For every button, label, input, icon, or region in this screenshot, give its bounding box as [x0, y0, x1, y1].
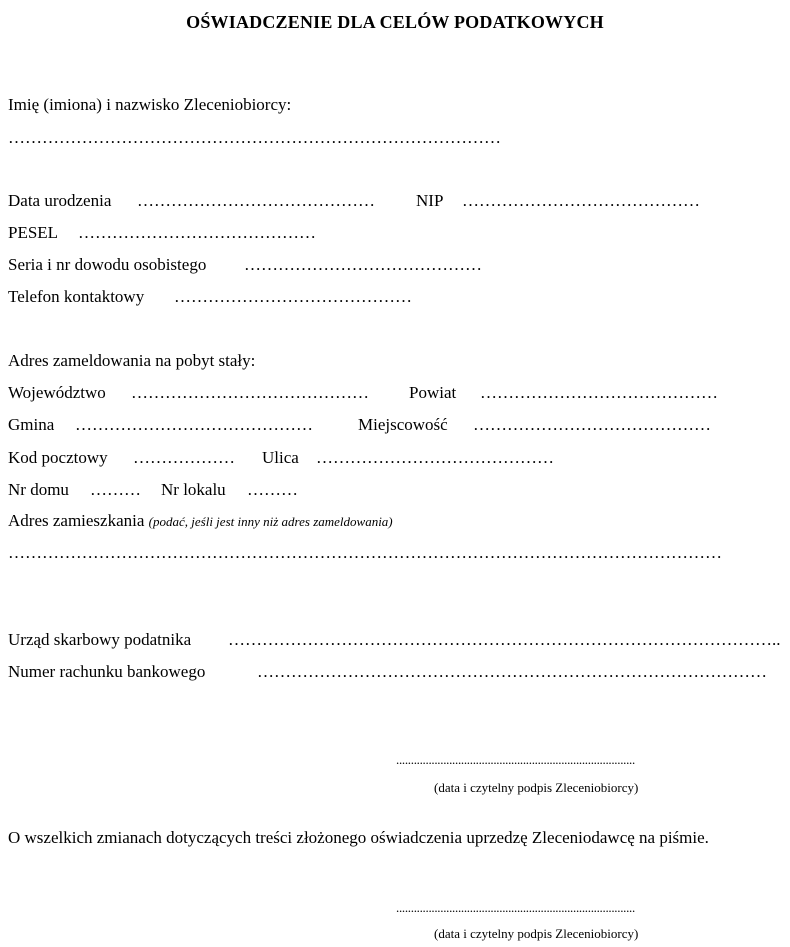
phone-label: Telefon kontaktowy [8, 287, 145, 306]
name-dots: …………………………………………………………………………… [8, 128, 501, 147]
birth-date-label: Data urodzenia [8, 191, 112, 210]
signature-line-1: ................................................................................. [396, 752, 635, 767]
house-no-label: Nr domu [8, 480, 69, 499]
postal-code-dots: ……………… [133, 448, 235, 467]
name-label: Imię (imiona) i nazwisko Zleceniobiorcy: [8, 95, 292, 114]
postal-code-label: Kod pocztowy [8, 448, 108, 467]
document-title: OŚWIADCZENIE DLA CELÓW PODATKOWYCH [186, 12, 604, 32]
flat-no-label: Nr lokalu [161, 480, 226, 499]
phone-dots: …………………………………… [174, 287, 412, 306]
change-notice: O wszelkich zmianach dotyczących treści złożonego oświadczenia uprzedzę Zleceniodawcę na piśmie. [8, 828, 709, 847]
birth-date-dots: …………………………………… [137, 191, 375, 210]
commune-dots: …………………………………… [75, 415, 313, 434]
county-dots: …………………………………… [480, 383, 718, 402]
locality-label: Miejscowość [358, 415, 448, 434]
flat-no-dots: ……… [247, 480, 298, 499]
address-header: Adres zameldowania na pobyt stały: [8, 351, 256, 370]
pesel-dots: …………………………………… [78, 223, 316, 242]
signature-line-2: ................................................................................. [396, 900, 635, 915]
nip-label: NIP [416, 191, 444, 210]
nip-dots: …………………………………… [462, 191, 700, 210]
street-label: Ulica [262, 448, 299, 467]
bank-account-dots: ……………………………………………………………………………… [257, 662, 767, 681]
residence-label: Adres zamieszkania [8, 511, 145, 530]
commune-label: Gmina [8, 415, 55, 434]
bank-account-label: Numer rachunku bankowego [8, 662, 206, 681]
house-no-dots: ……… [90, 480, 141, 499]
residence-dots: ……………………………………………………………………………………………………………… [8, 543, 722, 562]
id-card-label: Seria i nr dowodu osobistego [8, 255, 207, 274]
voivodeship-label: Województwo [8, 383, 106, 402]
signature-caption-2: (data i czytelny podpis Zleceniobiorcy) [434, 926, 639, 941]
tax-office-dots: …………………………………………………………………………………….. [228, 630, 781, 649]
id-card-dots: …………………………………… [244, 255, 482, 274]
residence-note: (podać, jeśli jest inny niż adres zameldowania) [148, 514, 393, 529]
county-label: Powiat [409, 383, 457, 402]
signature-caption-1: (data i czytelny podpis Zleceniobiorcy) [434, 780, 639, 795]
tax-office-label: Urząd skarbowy podatnika [8, 630, 192, 649]
locality-dots: …………………………………… [473, 415, 711, 434]
voivodeship-dots: …………………………………… [131, 383, 369, 402]
pesel-label: PESEL [8, 223, 59, 242]
street-dots: …………………………………… [316, 448, 554, 467]
residence-line [8, 511, 393, 532]
